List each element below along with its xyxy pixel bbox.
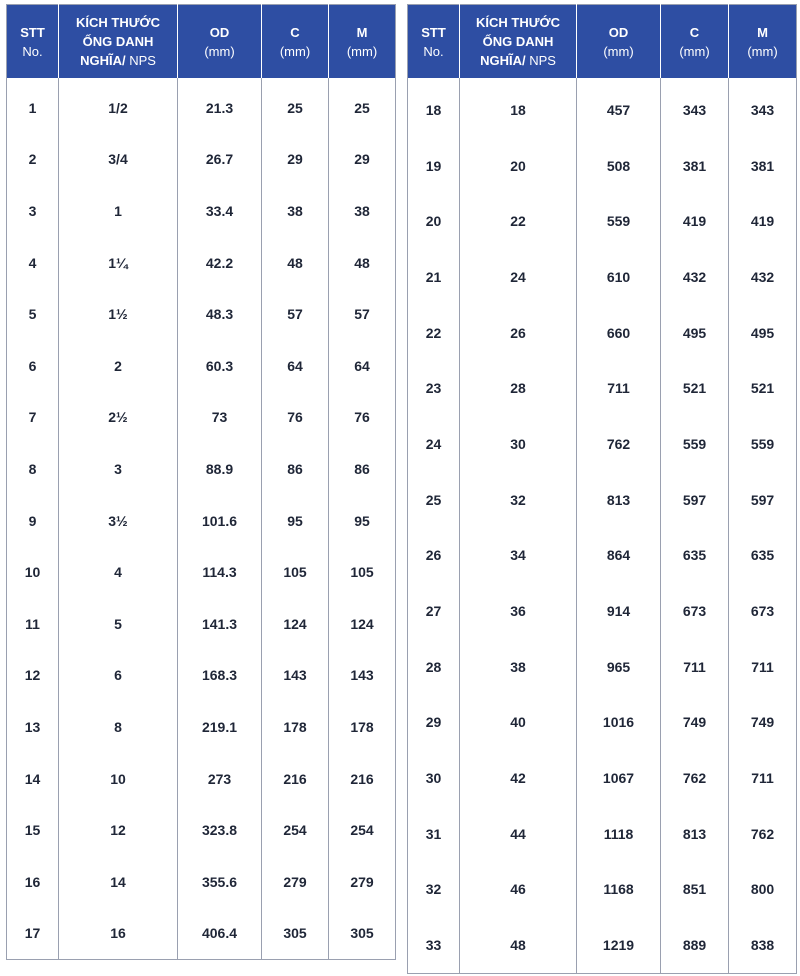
table-row (7, 443, 396, 495)
table-row (7, 856, 396, 908)
cell-m: 419 (729, 193, 797, 249)
table-row (408, 639, 797, 695)
cell-c: 343 (661, 78, 729, 138)
cell-od: 1016 (577, 695, 661, 751)
cell-od: 219.1 (178, 701, 262, 753)
cell-c: 178 (262, 701, 329, 753)
cell-stt: 30 (425, 770, 442, 787)
header-od (178, 5, 262, 79)
header-od-label: OD (608, 24, 629, 40)
cell-c: 419 (661, 193, 729, 249)
cell-nps: 1½ (59, 288, 178, 340)
header-nps-label: NPS (529, 53, 556, 68)
table-row (7, 392, 396, 444)
cell-m: 124 (329, 598, 396, 650)
cell-od: 660 (577, 305, 661, 361)
table-row (408, 695, 797, 751)
cell-nps: 24 (460, 249, 577, 305)
cell-nps: 32 (460, 472, 577, 528)
header-c (262, 5, 329, 79)
cell-m: 711 (729, 639, 797, 695)
header-c-label: C (290, 24, 300, 40)
cell-nps: 1 (59, 185, 178, 237)
cell-m: 495 (729, 305, 797, 361)
cell-m: 29 (329, 134, 396, 186)
cell-od: 60.3 (178, 340, 262, 392)
header-c-label: C (689, 24, 700, 40)
cell-c: 432 (661, 249, 729, 305)
cell-stt: 14 (24, 770, 41, 787)
cell-od: 33.4 (178, 185, 262, 237)
cell-od: 355.6 (178, 856, 262, 908)
cell-stt: 29 (425, 714, 442, 731)
cell-c: 95 (262, 495, 329, 547)
cell-stt: 31 (425, 825, 442, 842)
table-row (408, 583, 797, 639)
table-header-row (408, 5, 797, 79)
cell-stt: 5 (28, 306, 37, 323)
cell-nps: 40 (460, 695, 577, 751)
cell-m: 635 (729, 528, 797, 584)
header-stt (7, 5, 59, 79)
cell-c: 38 (262, 185, 329, 237)
header-od (577, 5, 661, 79)
cell-od: 323.8 (178, 804, 262, 856)
header-m-unit: (mm) (346, 43, 378, 59)
cell-c: 279 (262, 856, 329, 908)
cell-c: 673 (661, 583, 729, 639)
cell-stt: 17 (24, 925, 41, 942)
cell-stt: 15 (24, 822, 41, 839)
cell-stt: 10 (24, 564, 41, 581)
cell-m: 711 (729, 750, 797, 806)
header-c-unit: (mm) (279, 43, 311, 59)
cell-nps: 22 (460, 193, 577, 249)
cell-nps: 34 (460, 528, 577, 584)
cell-od: 559 (577, 193, 661, 249)
cell-od: 114.3 (178, 546, 262, 598)
header-size-line3: NGHĨA/ (80, 53, 126, 68)
cell-od: 813 (577, 472, 661, 528)
cell-m: 178 (329, 701, 396, 753)
cell-m: 64 (329, 340, 396, 392)
header-m-label: M (356, 24, 368, 40)
cell-m: 48 (329, 237, 396, 289)
cell-od: 610 (577, 249, 661, 305)
cell-stt: 13 (24, 718, 41, 735)
header-od-unit: (mm) (603, 43, 634, 59)
cell-c: 254 (262, 804, 329, 856)
cell-od: 21.3 (178, 78, 262, 134)
table-body-right (408, 78, 797, 974)
cell-c: 305 (262, 908, 329, 960)
cell-nps: 14 (59, 856, 178, 908)
cell-stt: 6 (28, 357, 37, 374)
table-row (7, 701, 396, 753)
table-row (7, 804, 396, 856)
table-body-left (7, 78, 396, 960)
cell-stt: 32 (425, 881, 442, 898)
table-row (7, 288, 396, 340)
cell-nps: 8 (59, 701, 178, 753)
table-row (7, 650, 396, 702)
cell-stt: 23 (425, 380, 442, 397)
header-size-line2: ỐNG DANH (482, 34, 554, 49)
cell-m: 343 (729, 78, 797, 138)
table-row (7, 185, 396, 237)
table-row (408, 750, 797, 806)
cell-nps: 3 (59, 443, 178, 495)
cell-m: 749 (729, 695, 797, 751)
cell-c: 57 (262, 288, 329, 340)
cell-od: 42.2 (178, 237, 262, 289)
cell-nps: 3/4 (59, 134, 178, 186)
cell-c: 64 (262, 340, 329, 392)
cell-od: 88.9 (178, 443, 262, 495)
cell-nps: 26 (460, 305, 577, 361)
cell-c: 851 (661, 862, 729, 918)
header-size-line1: KÍCH THƯỚC (76, 15, 160, 30)
cell-od: 73 (178, 392, 262, 444)
header-od-label: OD (209, 24, 230, 40)
cell-stt: 28 (425, 658, 442, 675)
pipe-size-table-right (407, 4, 797, 974)
cell-od: 26.7 (178, 134, 262, 186)
header-stt (408, 5, 460, 79)
cell-stt: 18 (425, 101, 442, 118)
cell-od: 101.6 (178, 495, 262, 547)
cell-nps: 1¼ (59, 237, 178, 289)
cell-c: 86 (262, 443, 329, 495)
cell-od: 914 (577, 583, 661, 639)
cell-od: 48.3 (178, 288, 262, 340)
table-row (408, 305, 797, 361)
header-c-unit: (mm) (679, 43, 710, 59)
header-m (729, 5, 797, 79)
cell-c: 749 (661, 695, 729, 751)
cell-stt: 2 (28, 151, 37, 168)
cell-m: 105 (329, 546, 396, 598)
cell-c: 635 (661, 528, 729, 584)
cell-od: 864 (577, 528, 661, 584)
cell-stt: 3 (28, 202, 37, 219)
cell-od: 711 (577, 360, 661, 416)
pipe-size-table-left (6, 4, 396, 960)
cell-stt: 11 (25, 615, 40, 632)
cell-stt: 27 (425, 603, 442, 620)
cell-m: 305 (329, 908, 396, 960)
table-row (408, 78, 797, 138)
cell-c: 76 (262, 392, 329, 444)
cell-m: 521 (729, 360, 797, 416)
cell-stt: 9 (28, 512, 37, 529)
table-row (7, 495, 396, 547)
cell-nps: 48 (460, 917, 577, 973)
header-size-line2: ỐNG DANH (82, 34, 154, 49)
cell-c: 143 (262, 650, 329, 702)
cell-od: 273 (178, 753, 262, 805)
cell-m: 38 (329, 185, 396, 237)
cell-m: 216 (329, 753, 396, 805)
header-m-unit: (mm) (747, 43, 778, 59)
cell-nps: 44 (460, 806, 577, 862)
cell-stt: 1 (28, 99, 37, 116)
header-size-line3: NGHĨA/ (480, 53, 526, 68)
cell-m: 597 (729, 472, 797, 528)
cell-m: 86 (329, 443, 396, 495)
cell-c: 813 (661, 806, 729, 862)
cell-od: 762 (577, 416, 661, 472)
cell-m: 76 (329, 392, 396, 444)
cell-stt: 24 (425, 435, 442, 452)
table-row (7, 908, 396, 960)
cell-m: 838 (729, 917, 797, 973)
header-nominal-size (59, 5, 178, 79)
cell-od: 508 (577, 138, 661, 194)
cell-nps: 46 (460, 862, 577, 918)
cell-m: 95 (329, 495, 396, 547)
cell-nps: 20 (460, 138, 577, 194)
cell-nps: 5 (59, 598, 178, 650)
cell-stt: 26 (425, 547, 442, 564)
cell-c: 48 (262, 237, 329, 289)
cell-c: 559 (661, 416, 729, 472)
cell-nps: 28 (460, 360, 577, 416)
cell-c: 25 (262, 78, 329, 134)
cell-nps: 4 (59, 546, 178, 598)
cell-od: 965 (577, 639, 661, 695)
cell-c: 495 (661, 305, 729, 361)
cell-stt: 25 (425, 491, 442, 508)
table-row (7, 237, 396, 289)
header-no-label: No. (22, 43, 43, 59)
cell-od: 168.3 (178, 650, 262, 702)
table-header-row (7, 5, 396, 79)
cell-m: 673 (729, 583, 797, 639)
cell-c: 124 (262, 598, 329, 650)
cell-nps: 2 (59, 340, 178, 392)
cell-od: 1168 (577, 862, 661, 918)
header-nominal-size (460, 5, 577, 79)
table-row (408, 806, 797, 862)
cell-nps: 16 (59, 908, 178, 960)
table-row (408, 917, 797, 973)
cell-c: 597 (661, 472, 729, 528)
cell-c: 105 (262, 546, 329, 598)
cell-c: 521 (661, 360, 729, 416)
table-row (7, 78, 396, 134)
table-row (408, 249, 797, 305)
table-row (408, 193, 797, 249)
cell-nps: 2½ (59, 392, 178, 444)
cell-stt: 7 (28, 409, 37, 426)
cell-nps: 18 (460, 78, 577, 138)
cell-nps: 10 (59, 753, 178, 805)
cell-c: 889 (661, 917, 729, 973)
header-stt-label: STT (20, 24, 45, 40)
cell-c: 762 (661, 750, 729, 806)
cell-stt: 12 (24, 667, 41, 684)
cell-m: 25 (329, 78, 396, 134)
cell-od: 1118 (577, 806, 661, 862)
table-row (7, 598, 396, 650)
cell-od: 1067 (577, 750, 661, 806)
cell-m: 800 (729, 862, 797, 918)
table-row (408, 416, 797, 472)
cell-stt: 8 (28, 460, 37, 477)
table-row (408, 472, 797, 528)
cell-stt: 33 (425, 937, 442, 954)
cell-stt: 19 (425, 157, 442, 174)
cell-m: 254 (329, 804, 396, 856)
cell-stt: 21 (425, 268, 442, 285)
table-row (408, 862, 797, 918)
header-m (329, 5, 396, 79)
header-m-label: M (757, 24, 768, 40)
header-od-unit: (mm) (204, 43, 235, 59)
cell-m: 762 (729, 806, 797, 862)
cell-m: 57 (329, 288, 396, 340)
cell-od: 1219 (577, 917, 661, 973)
cell-nps: 12 (59, 804, 178, 856)
cell-nps: 38 (460, 639, 577, 695)
header-nps-label: NPS (129, 53, 156, 68)
header-size-line1: KÍCH THƯỚC (476, 15, 560, 30)
table-row (7, 134, 396, 186)
cell-stt: 16 (24, 873, 41, 890)
cell-m: 559 (729, 416, 797, 472)
table-row (7, 753, 396, 805)
cell-od: 406.4 (178, 908, 262, 960)
cell-stt: 20 (425, 213, 442, 230)
cell-nps: 36 (460, 583, 577, 639)
table-row (408, 138, 797, 194)
table-row (7, 546, 396, 598)
cell-od: 141.3 (178, 598, 262, 650)
cell-m: 381 (729, 138, 797, 194)
cell-c: 216 (262, 753, 329, 805)
cell-nps: 6 (59, 650, 178, 702)
cell-c: 29 (262, 134, 329, 186)
cell-m: 143 (329, 650, 396, 702)
cell-od: 457 (577, 78, 661, 138)
cell-m: 279 (329, 856, 396, 908)
header-stt-label: STT (421, 24, 446, 40)
header-c (661, 5, 729, 79)
table-row (408, 360, 797, 416)
header-no-label: No. (423, 43, 444, 59)
table-row (7, 340, 396, 392)
cell-c: 711 (661, 639, 729, 695)
cell-stt: 22 (425, 324, 442, 341)
cell-nps: 3½ (59, 495, 178, 547)
cell-nps: 30 (460, 416, 577, 472)
cell-c: 381 (661, 138, 729, 194)
cell-m: 432 (729, 249, 797, 305)
cell-nps: 42 (460, 750, 577, 806)
cell-stt: 4 (28, 254, 37, 271)
cell-nps: 1/2 (59, 78, 178, 134)
table-row (408, 528, 797, 584)
